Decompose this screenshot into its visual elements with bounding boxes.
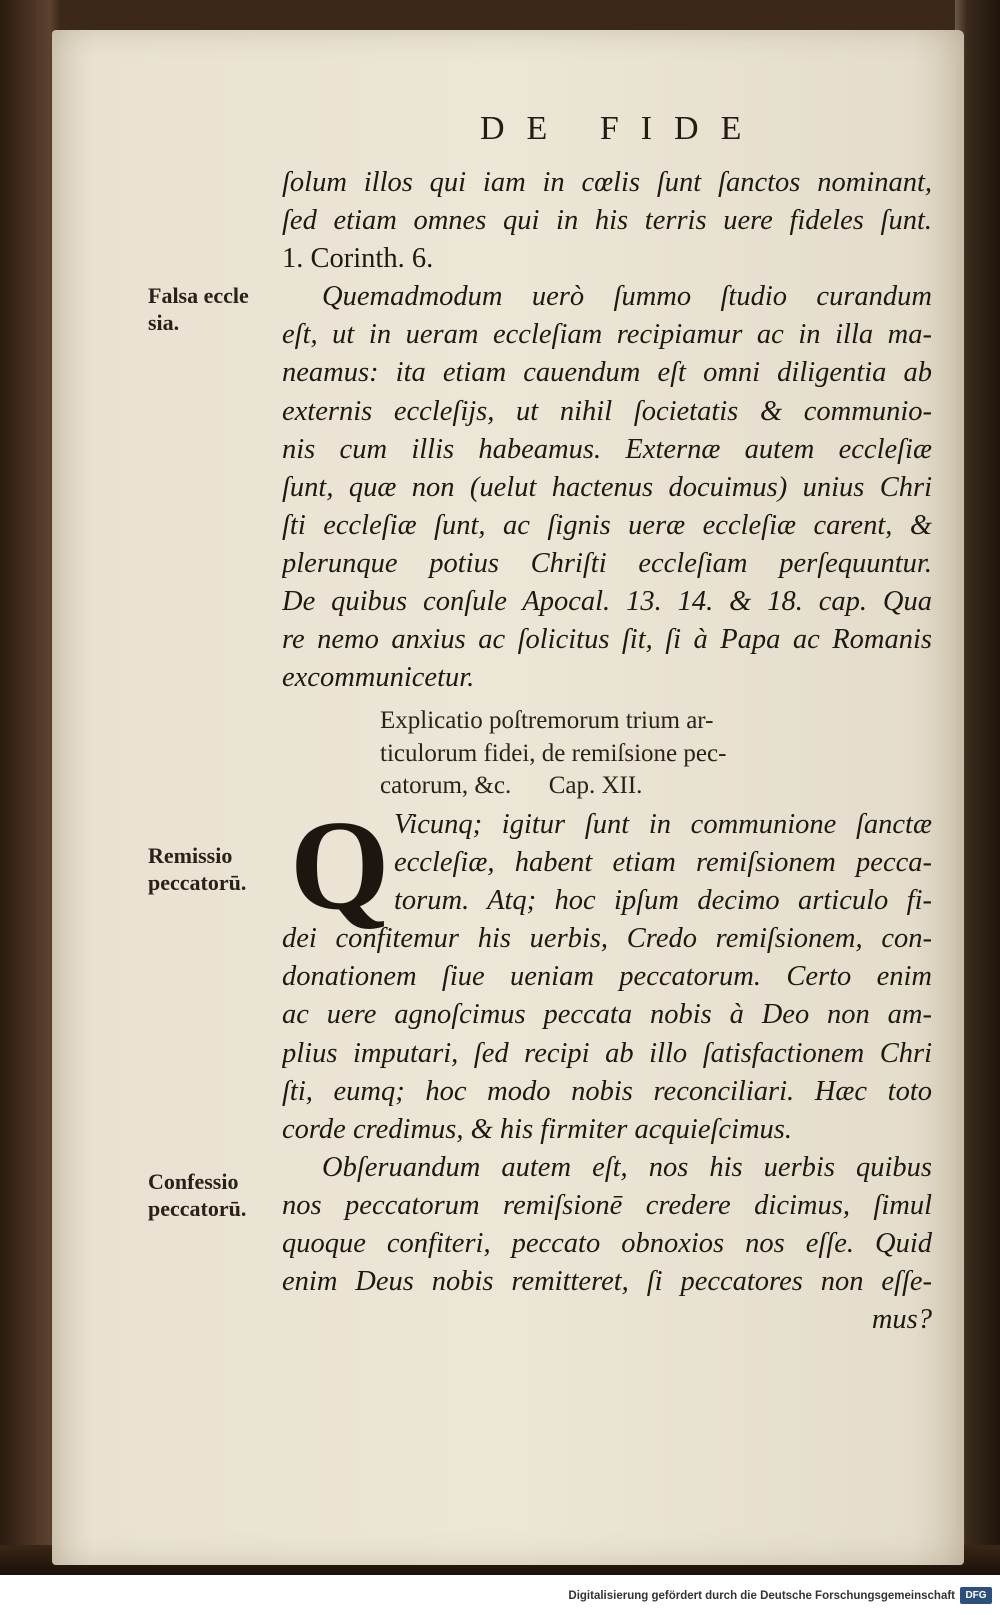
- footer-credit: Digitalisierung gefördert durch die Deutsche Forschungsgemeinschaft: [568, 1590, 955, 1602]
- text-line: enim Deus nobis remitteret, ſi peccatores non eſſe-: [282, 1266, 932, 1298]
- margin-note-confessio: Confessio peccatorū.: [148, 1169, 247, 1221]
- text-line: externis eccleſijs, ut nihil ſocietatis & communio-: [282, 395, 932, 427]
- text-line: ac uere agnoſcimus peccata nobis à Deo non am-: [282, 999, 932, 1031]
- text-line: ſti, eumq; hoc modo nobis reconciliari. Hæc toto: [282, 1075, 932, 1107]
- text-line: dei confitemur his uerbis, Credo remiſsionem, con-: [282, 923, 932, 955]
- margin-note-remissio: Remissio peccatorū.: [148, 843, 247, 895]
- dfg-logo[interactable]: DFG: [960, 1587, 992, 1604]
- text-line: torum. Atq; hoc ipſum decimo articulo fi-: [394, 885, 932, 917]
- heading-line: ticulorum fidei, de remiſsione pec-: [380, 739, 727, 767]
- margin-note-falsa-ecclesia: Falsa eccle sia.: [148, 283, 249, 335]
- text-line: eccleſiæ, habent etiam remiſsionem pecca-: [394, 847, 932, 879]
- text-line: plius imputari, ſed recipi ab illo ſatisfactionem Chri: [282, 1037, 932, 1069]
- text-line: nos peccatorum remiſsionē credere dicimus, ſimul: [282, 1189, 932, 1221]
- text-line: donationem ſiue ueniam peccatorum. Certo enim: [282, 961, 932, 993]
- text-line: mus?: [871, 1304, 932, 1336]
- text-line: quoque confiteri, peccato obnoxios nos eſſe. Quid: [282, 1228, 932, 1260]
- running-head: DE FIDE: [480, 110, 764, 147]
- text-line: excommunicetur.: [282, 662, 475, 694]
- drop-cap: Q: [290, 794, 390, 936]
- chapter-heading: [380, 705, 860, 803]
- text-block-1: [282, 164, 932, 697]
- heading-line: catorum, &c. Cap. XII.: [380, 772, 643, 800]
- text-line: ſunt, quæ non (uelut hactenus docuimus) unius Chri: [282, 471, 932, 503]
- text-line: De quibus conſule Apocal. 13. 14. & 18. cap. Qua: [282, 586, 932, 618]
- text-line: corde credimus, & his firmiter acquieſcimus.: [282, 1113, 793, 1145]
- text-line: Vicunq; igitur ſunt in communione ſanctæ: [394, 809, 932, 840]
- text-line: eſt, ut in ueram eccleſiam recipiamur ac in illa ma-: [282, 319, 932, 351]
- text-line: ſed etiam omnes qui in his terris uere fideles ſunt.: [282, 205, 932, 237]
- text-line: ſolum illos qui iam in cœlis ſunt ſanctos nominant,: [282, 167, 932, 198]
- text-line: Obſeruandum autem eſt, nos his uerbis quibus: [322, 1151, 932, 1183]
- heading-line: Explicatio poſtremorum trium ar-: [380, 707, 714, 734]
- text-line: nis cum illis habeamus. Externæ autem eccleſiæ: [282, 433, 932, 465]
- footer-bar: [0, 1580, 1000, 1615]
- text-line: 1. Corinth. 6.: [282, 243, 434, 275]
- text-line: Quemadmodum uerò ſummo ſtudio curandum: [322, 281, 932, 313]
- text-line: ſti eccleſiæ ſunt, ac ſignis ueræ eccleſiæ carent, &: [282, 509, 932, 541]
- text-block-2: [282, 794, 932, 1339]
- text-line: neamus: ita etiam cauendum eſt omni diligentia ab: [282, 357, 932, 389]
- text-line: re nemo anxius ac ſolicitus ſit, ſi à Papa ac Romanis: [282, 624, 932, 656]
- text-line: plerunque potius Chriſti eccleſiam perſequuntur.: [282, 547, 932, 579]
